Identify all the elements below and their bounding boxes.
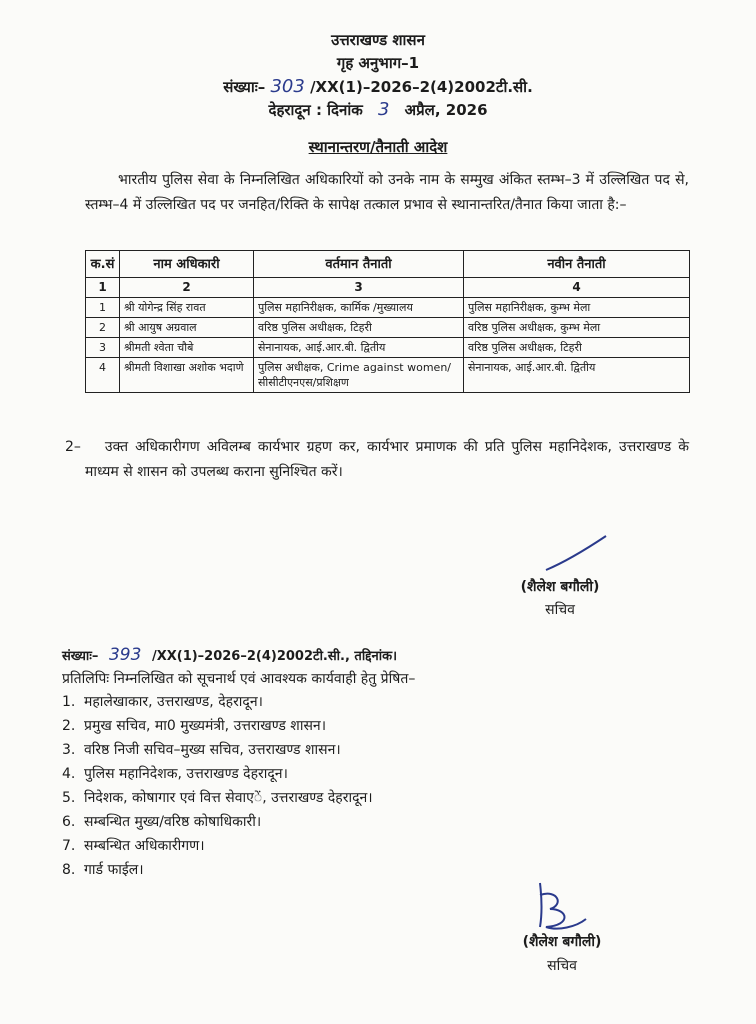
list-item — [62, 690, 373, 714]
signature-1-designation: सचिव — [545, 602, 575, 618]
row-sn: 4 — [86, 358, 120, 393]
row-name: श्रीमती श्वेता चौबे — [120, 338, 254, 358]
place-date-prefix: देहरादून : दिनांक — [268, 101, 363, 119]
signature-1-name: (शैलेश बगौली) — [520, 579, 600, 595]
copy-number-handwritten: 393 — [108, 645, 142, 665]
item-text: सम्बन्धित मुख्य/वरिष्ठ कोषाधिकारी। — [84, 814, 262, 830]
row-current-posting: पुलिस अधीक्षक, Crime against women/सीसीटीएनएस/प्रशिक्षण — [254, 358, 464, 393]
table-row — [86, 298, 690, 318]
copy-reference-number — [62, 645, 397, 665]
item-number: 7. — [62, 838, 76, 854]
row-new-posting: वरिष्ठ पुलिस अधीक्षक, कुम्भ मेला — [464, 318, 690, 338]
col-header-name: नाम अधिकारी — [120, 251, 254, 278]
col-number: 2 — [120, 278, 254, 298]
transfer-table — [85, 250, 690, 393]
paragraph-2-number: 2– — [65, 439, 81, 455]
order-number — [0, 76, 756, 97]
row-new-posting: सेनानायक, आई.आर.बी. द्वितीय — [464, 358, 690, 393]
signature-2-designation: सचिव — [547, 958, 577, 974]
list-item — [62, 834, 373, 858]
intro-paragraph — [85, 168, 689, 218]
list-item — [62, 762, 373, 786]
list-item — [62, 714, 373, 738]
recipient-list — [62, 690, 373, 882]
item-number: 6. — [62, 814, 76, 830]
item-text: वरिष्ठ निजी सचिव–मुख्य सचिव, उत्तराखण्ड शासन। — [84, 742, 341, 758]
item-text: प्रमुख सचिव, मा0 मुख्यमंत्री, उत्तराखण्ड शासन। — [84, 718, 326, 734]
item-text: महालेखाकार, उत्तराखण्ड, देहरादून। — [84, 694, 263, 710]
signature-1-mark — [540, 528, 620, 578]
item-text: निदेशक, कोषागार एवं वित्त सेवाएें, उत्तराखण्ड देहरादून। — [84, 790, 373, 806]
date-suffix: अप्रैल, 2026 — [404, 101, 488, 119]
table-row — [86, 338, 690, 358]
column-number-row — [86, 278, 690, 298]
table-header-row — [86, 251, 690, 278]
item-number: 2. — [62, 718, 76, 734]
row-name: श्री आयुष अग्रवाल — [120, 318, 254, 338]
paragraph-2-text: उक्त अधिकारीगण अविलम्ब कार्यभार ग्रहण कर, कार्यभार प्रमाणक की प्रति पुलिस महानिदेशक, उत्तराखण्ड के माध्यम से शासन को उपलब्ध कराना सुनिश्चित करें। — [85, 439, 689, 480]
order-title: स्थानान्तरण/तैनाती आदेश — [308, 138, 448, 156]
item-number: 8. — [62, 862, 76, 878]
order-number-suffix: /XX(1)–2026–2(4)2002टी.सी. — [310, 78, 533, 96]
col-header-new: नवीन तैनाती — [464, 251, 690, 278]
place-date — [0, 99, 756, 120]
item-number: 5. — [62, 790, 76, 806]
signature-2-name: (शैलेश बगौली) — [522, 934, 602, 950]
row-current-posting: सेनानायक, आई.आर.बी. द्वितीय — [254, 338, 464, 358]
copy-number-prefix: संख्याः– — [62, 649, 99, 664]
copy-number-suffix: /XX(1)–2026–2(4)2002टी.सी., तद्दिनांक। — [151, 649, 397, 664]
table-row — [86, 318, 690, 338]
paragraph-2 — [65, 435, 689, 485]
row-name: श्री योगेन्द्र सिंह रावत — [120, 298, 254, 318]
item-text: सम्बन्धित अधिकारीगण। — [84, 838, 205, 854]
col-header-sn: क.सं — [86, 251, 120, 278]
list-item — [62, 786, 373, 810]
list-item — [62, 810, 373, 834]
item-text: पुलिस महानिदेशक, उत्तराखण्ड देहरादून। — [84, 766, 288, 782]
table-row — [86, 358, 690, 393]
col-number: 4 — [464, 278, 690, 298]
col-number: 3 — [254, 278, 464, 298]
government-heading: उत्तराखण्ड शासन — [331, 31, 425, 49]
item-number: 3. — [62, 742, 76, 758]
signature-2-mark — [528, 875, 598, 935]
item-number: 4. — [62, 766, 76, 782]
department-heading: गृह अनुभाग–1 — [336, 54, 420, 72]
row-name: श्रीमती विशाखा अशोक भदाणे — [120, 358, 254, 393]
item-number: 1. — [62, 694, 76, 710]
list-item — [62, 738, 373, 762]
list-item — [62, 858, 373, 882]
row-sn: 2 — [86, 318, 120, 338]
order-number-prefix: संख्याः– — [223, 78, 266, 96]
order-number-handwritten: 303 — [270, 76, 305, 97]
copy-intro: प्रतिलिपिः निम्नलिखित को सूचनार्थ एवं आवश्यक कार्यवाही हेतु प्रेषित– — [62, 671, 416, 687]
col-number: 1 — [86, 278, 120, 298]
row-current-posting: पुलिस महानिरीक्षक, कार्मिक /मुख्यालय — [254, 298, 464, 318]
row-new-posting: पुलिस महानिरीक्षक, कुम्भ मेला — [464, 298, 690, 318]
row-new-posting: वरिष्ठ पुलिस अधीक्षक, टिहरी — [464, 338, 690, 358]
date-handwritten: 3 — [377, 99, 390, 120]
item-text: गार्ड फाईल। — [84, 862, 144, 878]
intro-text: भारतीय पुलिस सेवा के निम्नलिखित अधिकारियों को उनके नाम के सम्मुख अंकित स्तम्भ–3 में उल्लिखित पद से, स्तम्भ–4 में उल्लिखित पद पर जनहित/रिक्ति के सापेक्ष तत्काल प्रभाव से स्थानान्तरित/तैनात किया जाता है:– — [85, 172, 689, 213]
row-sn: 3 — [86, 338, 120, 358]
row-sn: 1 — [86, 298, 120, 318]
row-current-posting: वरिष्ठ पुलिस अधीक्षक, टिहरी — [254, 318, 464, 338]
col-header-current: वर्तमान तैनाती — [254, 251, 464, 278]
